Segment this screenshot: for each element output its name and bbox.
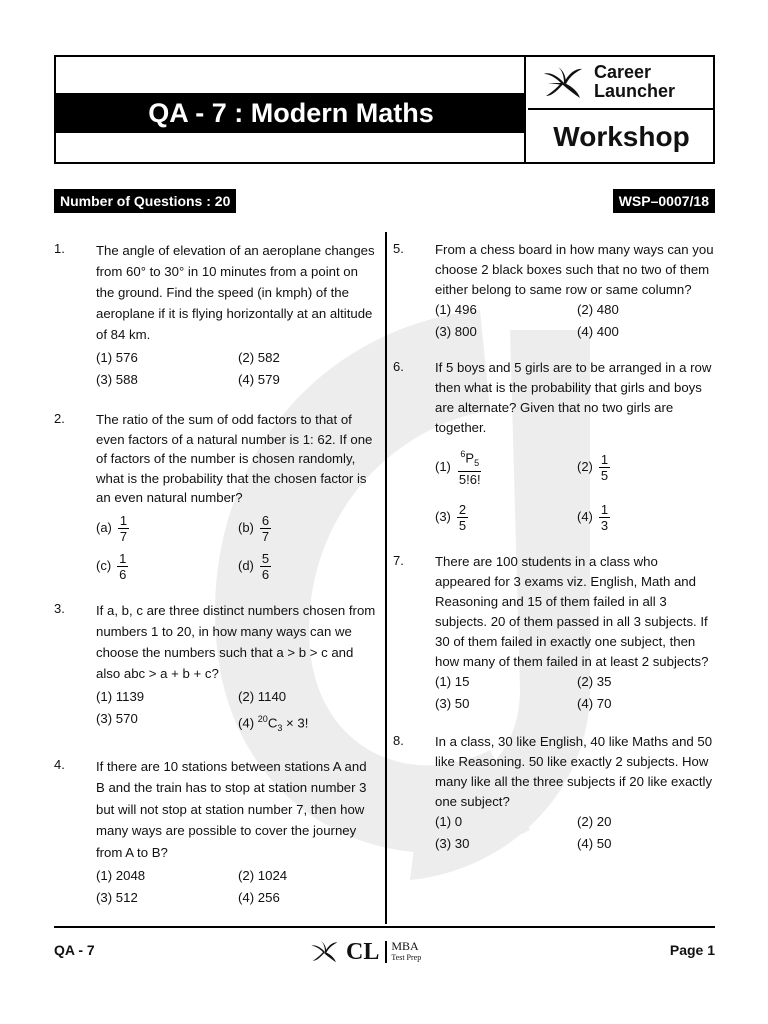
option-label: (b)	[238, 520, 254, 536]
num-questions-badge: Number of Questions : 20	[54, 189, 236, 213]
question-text: From a chess board in how many ways can you choose 2 black boxes such that no two of them either belong to same row or same column?	[435, 242, 714, 297]
option-2: (2) 480	[577, 302, 619, 317]
option-1: (1) 496	[435, 302, 477, 317]
fraction	[260, 551, 271, 582]
options	[96, 348, 376, 390]
option-2: (2) 1024	[238, 868, 288, 884]
option-1: (1) 576	[96, 350, 138, 365]
option-c	[96, 548, 238, 586]
denominator: 5	[600, 467, 609, 483]
options	[435, 812, 715, 854]
option-2	[577, 448, 717, 486]
options	[435, 448, 715, 536]
permutation-superscript: 6	[460, 449, 466, 460]
workshop-label: Workshop	[553, 121, 690, 152]
fraction	[118, 513, 129, 544]
mba-test-prep	[385, 941, 421, 963]
option-3: (3) 588	[96, 372, 138, 387]
option-4	[577, 498, 717, 536]
option-4: (4) 579	[238, 372, 280, 387]
numerator: 1	[600, 501, 609, 517]
options	[96, 687, 376, 738]
option-label: (c)	[96, 558, 112, 574]
question-text: The ratio of the sum of odd factors to that of even factors of a natural number is 1: 62. If one of factors of the number is chosen randomly, what is the probability that the chosen factor is an even natural number?	[96, 412, 373, 505]
option-4	[238, 709, 378, 738]
denominator: 6	[261, 567, 270, 582]
footer-section-label: QA - 7	[54, 942, 95, 958]
combination-superscript: 20	[257, 713, 268, 724]
numerator: 1	[119, 551, 127, 566]
option-1: (1) 0	[435, 814, 463, 829]
option-label: (a)	[96, 520, 112, 536]
option-3: (3) 570	[96, 710, 138, 726]
option-4: (4) 70	[577, 696, 612, 711]
left-column	[54, 240, 376, 926]
cl-swirl-icon	[310, 940, 340, 964]
denominator: 7	[261, 529, 270, 544]
question-7	[393, 552, 715, 714]
option-4: (4) 256	[238, 890, 280, 906]
footer-cl-logo	[310, 937, 460, 967]
header-title-area	[56, 57, 526, 162]
career-launcher-logo	[528, 57, 715, 110]
numerator: 1	[600, 451, 609, 467]
option-b	[238, 510, 378, 548]
question-4	[54, 756, 376, 909]
option-label: (4)	[238, 714, 255, 730]
options	[96, 510, 376, 586]
question-number: 5.	[393, 241, 404, 256]
paper-code-badge: WSP–0007/18	[613, 189, 715, 213]
option-2: (2) 582	[238, 350, 280, 365]
question-3	[54, 600, 376, 738]
denominator: 3	[600, 517, 609, 533]
option-1: (1) 2048	[96, 868, 146, 884]
numerator: 2	[458, 501, 467, 517]
question-number: 4.	[54, 756, 65, 772]
logo-line-launcher: Launcher	[594, 81, 676, 101]
question-text: If there are 10 stations between stations A and B and the train has to stop at station number 3 but will not stop at station number 7, then how many ways are possible to cover the journey from A to B?	[96, 758, 367, 860]
options	[435, 672, 715, 714]
option-3: (3) 50	[435, 696, 470, 711]
page-title: QA - 7 : Modern Maths	[56, 93, 526, 133]
question-number: 8.	[393, 733, 404, 748]
question-number: 6.	[393, 359, 404, 374]
question-text: There are 100 students in a class who appeared for 3 exams viz. English, Math and Reasoning and 15 of them failed in all 3 subjects. 20 of them passed in all 3 subjects. If 30 of them failed in exactly one subject, then how many of them failed in at least 2 subjects?	[435, 554, 709, 669]
question-number: 7.	[393, 553, 404, 568]
question-5	[393, 240, 715, 342]
question-1	[54, 240, 376, 390]
test-prep-label: Test Prep	[391, 953, 422, 962]
logo-line-career: Career	[594, 62, 652, 82]
option-label: (4)	[577, 508, 593, 524]
option-a	[96, 510, 238, 548]
permutation-symbol: P	[465, 450, 475, 466]
column-divider	[385, 232, 387, 924]
numerator: 1	[119, 513, 128, 528]
question-number: 2.	[54, 411, 65, 426]
option-1	[435, 448, 577, 486]
mba-label: MBA	[391, 939, 419, 953]
option-3	[435, 498, 577, 536]
denominator: 6	[119, 567, 127, 582]
question-number: 1.	[54, 241, 65, 256]
question-text: The angle of elevation of an aeroplane changes from 60° to 30° in 10 minutes from a point on the ground. Find the speed (in kmph) of the aeroplane if it is flying horizontally at an altitude of 84 km.	[96, 243, 375, 342]
option-1: (1) 1139	[96, 688, 145, 704]
option-4: (4) 50	[577, 836, 612, 851]
options	[96, 866, 376, 908]
option-label: (1)	[435, 458, 451, 474]
option-3: (3) 800	[435, 324, 477, 339]
question-text: If 5 boys and 5 girls are to be arranged in a row then what is the probability that girls and boys are alternate? Given that no two girls are together.	[435, 360, 712, 435]
option-2: (2) 20	[577, 814, 612, 829]
option-3: (3) 30	[435, 836, 470, 851]
options	[435, 300, 715, 342]
option-label: (3)	[435, 508, 451, 524]
option-2: (2) 1140	[238, 688, 287, 704]
question-number: 3.	[54, 600, 65, 616]
denominator: 5!6!	[458, 471, 481, 487]
cl-wordmark: CL	[346, 938, 380, 965]
logo-wordmark	[594, 63, 675, 101]
option-d	[238, 548, 378, 586]
career-launcher-swirl-icon	[542, 66, 586, 100]
numerator: 5	[261, 551, 270, 566]
option-rest: × 3!	[286, 714, 309, 730]
denominator: 5	[458, 517, 467, 533]
fraction	[260, 513, 271, 544]
option-4: (4) 400	[577, 324, 619, 339]
numerator	[458, 447, 481, 472]
numerator: 6	[261, 513, 270, 528]
option-1: (1) 15	[435, 674, 470, 689]
fraction	[457, 502, 468, 533]
option-2: (2) 35	[577, 674, 612, 689]
footer-rule	[54, 926, 715, 928]
fraction	[117, 551, 128, 582]
page-number: Page 1	[669, 942, 715, 958]
option-label: (2)	[577, 458, 593, 474]
question-8	[393, 732, 715, 854]
fraction	[599, 452, 610, 483]
denominator: 7	[119, 529, 128, 544]
question-text: If a, b, c are three distinct numbers chosen from numbers 1 to 20, in how many ways can we choose the numbers such that a > b > c and also abc > a + b + c?	[96, 602, 376, 681]
right-column	[393, 240, 715, 872]
question-6	[393, 358, 715, 536]
option-label: (d)	[238, 558, 254, 574]
question-2	[54, 410, 376, 586]
combination-subscript: 3	[277, 722, 283, 733]
fraction	[599, 502, 610, 533]
fraction	[457, 447, 483, 487]
option-3: (3) 512	[96, 890, 138, 906]
combination-symbol: C	[267, 714, 278, 730]
header-box	[54, 55, 715, 164]
permutation-subscript: 5	[474, 457, 480, 468]
question-text: In a class, 30 like English, 40 like Maths and 50 like Reasoning. 50 like exactly 2 subjects. How many like all the three subjects if 20 like exactly one subject?	[435, 734, 713, 809]
